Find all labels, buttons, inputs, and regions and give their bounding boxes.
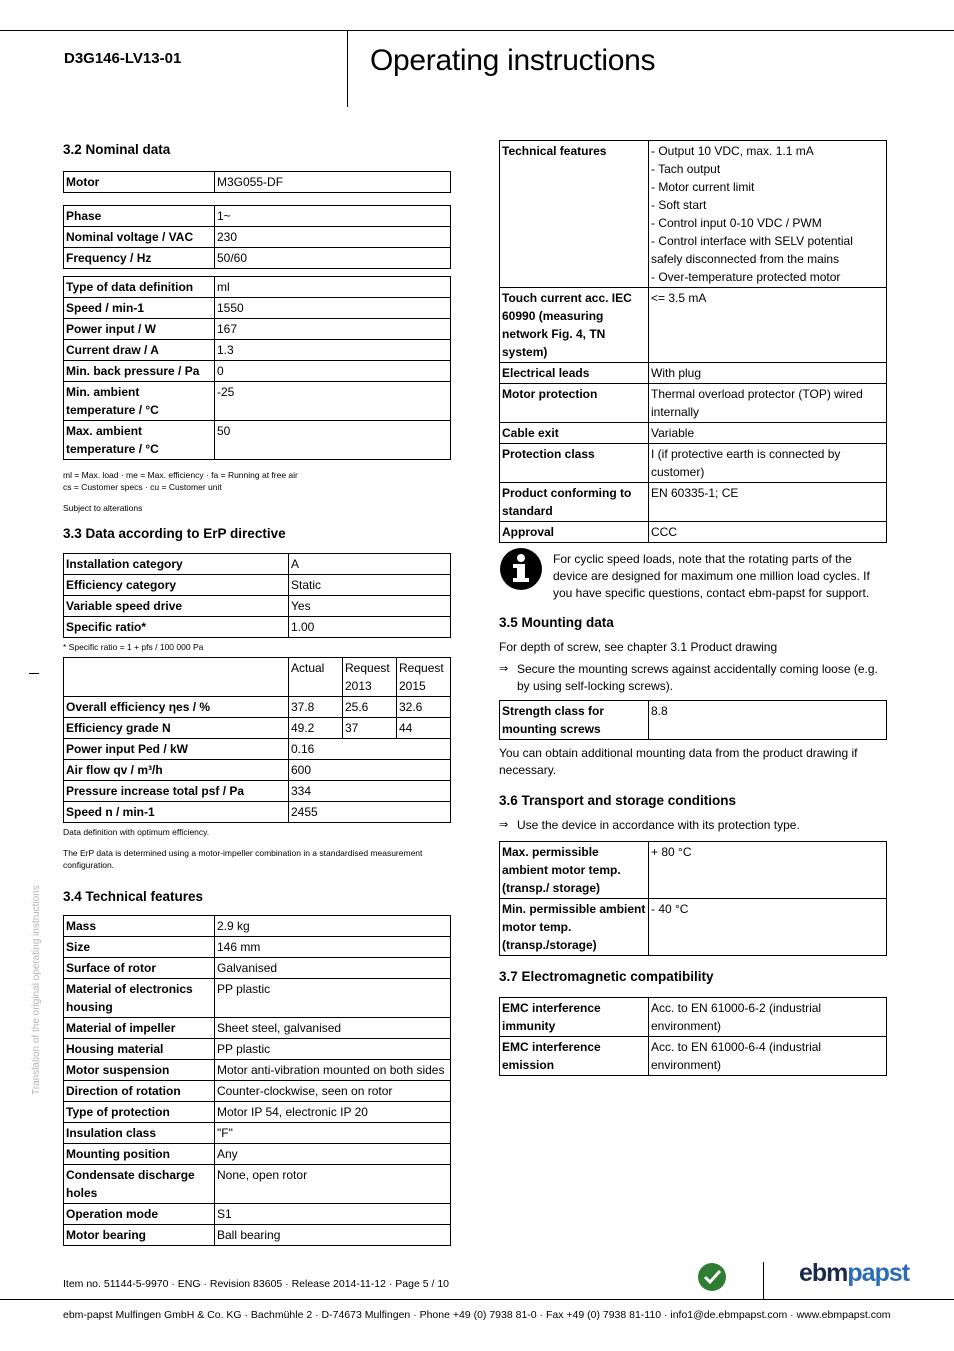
row-label: Power input Ped / kW — [64, 739, 289, 760]
row-label: Motor — [64, 172, 215, 193]
features-list — [649, 141, 887, 288]
arrow-icon: ⇒ — [499, 819, 509, 831]
table-row — [500, 288, 887, 363]
column-header-request-2013: Request 2013 — [343, 658, 397, 697]
feature-item: - Control interface with SELV potential safely disconnected from the mains — [651, 234, 853, 266]
table-row — [64, 1123, 451, 1144]
row-value: 146 mm — [215, 937, 451, 958]
row-label: Material of electronics housing — [64, 979, 215, 1018]
row-label: Mounting position — [64, 1144, 215, 1165]
table-row — [64, 206, 451, 227]
table-row — [64, 916, 451, 937]
feature-item: - Motor current limit — [651, 180, 755, 194]
page-title: Operating instructions — [370, 44, 656, 77]
row-value: 37 — [343, 718, 397, 739]
section-heading-emc: 3.7 Electromagnetic compatibility — [499, 969, 714, 984]
row-value: 8.8 — [649, 701, 887, 740]
table-row — [64, 248, 451, 269]
table-row — [64, 958, 451, 979]
table-row — [500, 423, 887, 444]
row-label: Specific ratio* — [64, 617, 289, 638]
table-row — [64, 1204, 451, 1225]
row-value: CCC — [649, 522, 887, 543]
company-address: ebm-papst Mulfingen GmbH & Co. KG · Bachmühle 2 · D-74673 Mulfingen · Phone +49 (0) 7938 81-0 · Fax +49 (0) 7938 81-110 · info1@de.ebmpapst.com · www.ebmpapst.com — [63, 1309, 891, 1321]
row-value: 230 — [215, 227, 451, 248]
row-value: Static — [289, 575, 451, 596]
margin-tick — [29, 673, 39, 674]
row-value: 37.8 — [289, 697, 343, 718]
row-value: EN 60335-1; CE — [649, 483, 887, 522]
row-value: ml — [215, 277, 451, 298]
table-row — [64, 1081, 451, 1102]
table-row — [64, 617, 451, 638]
row-value: 1550 — [215, 298, 451, 319]
table-row — [64, 1060, 451, 1081]
translation-note: Translation of the original operating instructions — [31, 885, 42, 1095]
row-label: Min. permissible ambient motor temp. (transp./storage) — [500, 899, 649, 956]
row-label: EMC interference emission — [500, 1037, 649, 1076]
row-value: <= 3.5 mA — [649, 288, 887, 363]
footer-rule — [0, 1299, 954, 1300]
table-row — [64, 1039, 451, 1060]
mounting-table — [499, 700, 887, 740]
row-value: Ball bearing — [215, 1225, 451, 1246]
info-box — [499, 551, 887, 602]
row-label: Overall efficiency ηes / % — [64, 697, 289, 718]
row-label: Frequency / Hz — [64, 248, 215, 269]
row-label: Product conforming to standard — [500, 483, 649, 522]
data-definition-note: Data definition with optimum efficiency. — [63, 827, 210, 837]
table-row — [500, 384, 887, 423]
row-label: Electrical leads — [500, 363, 649, 384]
motor-table — [63, 171, 451, 193]
row-value: 1.3 — [215, 340, 451, 361]
table-row — [64, 172, 451, 193]
row-value: 600 — [289, 760, 451, 781]
row-value: 2.9 kg — [215, 916, 451, 937]
row-value: 32.6 — [397, 697, 451, 718]
section-heading-mounting: 3.5 Mounting data — [499, 615, 614, 630]
section-heading-transport: 3.6 Transport and storage conditions — [499, 793, 737, 808]
row-value: Acc. to EN 61000-6-4 (industrial environment) — [649, 1037, 887, 1076]
row-value: With plug — [649, 363, 887, 384]
table-row — [64, 361, 451, 382]
row-label: Approval — [500, 522, 649, 543]
row-label: Phase — [64, 206, 215, 227]
table-row — [64, 697, 451, 718]
table-row — [500, 444, 887, 483]
row-value: 1~ — [215, 206, 451, 227]
arrow-icon: ⇒ — [499, 663, 509, 675]
table-row — [500, 363, 887, 384]
row-value: Motor IP 54, electronic IP 20 — [215, 1102, 451, 1123]
electrical-table — [63, 205, 451, 269]
table-row — [64, 596, 451, 617]
legend-note: cs = Customer specs · cu = Customer unit — [63, 482, 222, 492]
row-value: -25 — [215, 382, 451, 421]
row-value: 44 — [397, 718, 451, 739]
right-column — [499, 140, 887, 1076]
row-label: Condensate discharge holes — [64, 1165, 215, 1204]
footer-divider — [763, 1262, 764, 1299]
feature-item: - Soft start — [651, 198, 707, 212]
bullet-text: Use the device in accordance with its protection type. — [517, 818, 800, 832]
empty-cell — [64, 658, 289, 697]
row-label: Type of protection — [64, 1102, 215, 1123]
table-row — [64, 781, 451, 802]
table-row — [64, 340, 451, 361]
row-label: Efficiency grade N — [64, 718, 289, 739]
row-label: Protection class — [500, 444, 649, 483]
technical-features-table — [63, 915, 451, 1246]
table-row — [64, 1144, 451, 1165]
table-row — [64, 554, 451, 575]
row-label: Motor suspension — [64, 1060, 215, 1081]
row-value: - 40 °C — [649, 899, 887, 956]
table-row — [64, 298, 451, 319]
table-row — [64, 760, 451, 781]
row-value: 2455 — [289, 802, 451, 823]
table-row — [500, 522, 887, 543]
column-header-actual: Actual — [289, 658, 343, 697]
legend-note: ml = Max. load · me = Max. efficiency · fa = Running at free air — [63, 470, 298, 480]
mounting-intro: For depth of screw, see chapter 3.1 Product drawing — [499, 640, 778, 654]
row-value: 1.00 — [289, 617, 451, 638]
row-label: Insulation class — [64, 1123, 215, 1144]
row-label: Direction of rotation — [64, 1081, 215, 1102]
feature-item: - Output 10 VDC, max. 1.1 mA — [651, 144, 814, 158]
row-label: Pressure increase total psf / Pa — [64, 781, 289, 802]
row-label: Speed / min-1 — [64, 298, 215, 319]
row-value: Galvanised — [215, 958, 451, 979]
ebmpapst-logo: ebmpapst — [799, 1259, 910, 1287]
header-divider — [347, 30, 348, 107]
table-row — [500, 998, 887, 1037]
row-value: 0 — [215, 361, 451, 382]
row-label: Efficiency category — [64, 575, 289, 596]
left-column — [63, 142, 451, 1246]
feature-item: - Control input 0-10 VDC / PWM — [651, 216, 822, 230]
table-row — [64, 937, 451, 958]
row-value: 50 — [215, 421, 451, 460]
row-value: "F" — [215, 1123, 451, 1144]
feature-item: - Tach output — [651, 162, 721, 176]
row-value: Any — [215, 1144, 451, 1165]
row-label: Housing material — [64, 1039, 215, 1060]
row-label: EMC interference immunity — [500, 998, 649, 1037]
bullet-item — [499, 661, 887, 695]
row-label: Nominal voltage / VAC — [64, 227, 215, 248]
row-label: Min. ambient temperature / °C — [64, 382, 215, 421]
table-row — [64, 739, 451, 760]
section-heading-nominal: 3.2 Nominal data — [63, 142, 171, 157]
header-top-rule — [0, 30, 954, 31]
alterations-note: Subject to alterations — [63, 503, 143, 513]
table-row — [64, 277, 451, 298]
section-heading-technical: 3.4 Technical features — [63, 889, 204, 904]
table-row — [64, 802, 451, 823]
table-row — [64, 1165, 451, 1204]
row-value: Counter-clockwise, seen on rotor — [215, 1081, 451, 1102]
green-tech-logo — [697, 1262, 727, 1292]
table-row — [500, 483, 887, 522]
row-value: A — [289, 554, 451, 575]
technical-features-table-cont — [499, 140, 887, 543]
row-label: Operation mode — [64, 1204, 215, 1225]
row-label: Air flow qv / m³/h — [64, 760, 289, 781]
row-label: Surface of rotor — [64, 958, 215, 979]
row-value: 0.16 — [289, 739, 451, 760]
row-value: M3G055-DF — [215, 172, 451, 193]
table-row — [64, 382, 451, 421]
table-row — [64, 1018, 451, 1039]
table-row — [64, 1225, 451, 1246]
row-value: S1 — [215, 1204, 451, 1225]
row-value: PP plastic — [215, 979, 451, 1018]
section-heading-erp: 3.3 Data according to ErP directive — [63, 526, 286, 541]
row-value: 50/60 — [215, 248, 451, 269]
table-row — [500, 141, 887, 288]
table-row — [500, 701, 887, 740]
ratio-note: * Specific ratio = 1 + pfs / 100 000 Pa — [63, 642, 204, 652]
erp-category-table — [63, 553, 451, 638]
row-label: Technical features — [500, 141, 649, 288]
row-value: 167 — [215, 319, 451, 340]
row-label: Type of data definition — [64, 277, 215, 298]
erp-efficiency-table — [63, 657, 451, 823]
table-row — [500, 842, 887, 899]
info-text: For cyclic speed loads, note that the rotating parts of the device are designed for maximum one million load cycles. If you have specific questions, contact ebm-papst for support. — [553, 552, 870, 600]
feature-item: - Over-temperature protected motor — [651, 270, 841, 284]
row-value: 334 — [289, 781, 451, 802]
mounting-outro: You can obtain additional mounting data from the product drawing if necessary. — [499, 746, 858, 777]
row-label: Motor protection — [500, 384, 649, 423]
row-value: Sheet steel, galvanised — [215, 1018, 451, 1039]
row-label: Max. permissible ambient motor temp. (transp./ storage) — [500, 842, 649, 899]
row-value: Thermal overload protector (TOP) wired internally — [649, 384, 887, 423]
table-row — [64, 575, 451, 596]
table-row — [64, 421, 451, 460]
transport-table — [499, 841, 887, 956]
row-label: Power input / W — [64, 319, 215, 340]
row-value: 25.6 — [343, 697, 397, 718]
row-label: Min. back pressure / Pa — [64, 361, 215, 382]
row-label: Speed n / min-1 — [64, 802, 289, 823]
column-header-request-2015: Request 2015 — [397, 658, 451, 697]
table-row — [64, 979, 451, 1018]
emc-table — [499, 997, 887, 1076]
row-label: Motor bearing — [64, 1225, 215, 1246]
operating-data-table — [63, 276, 451, 460]
row-value: + 80 °C — [649, 842, 887, 899]
row-label: Installation category — [64, 554, 289, 575]
row-value: Variable — [649, 423, 887, 444]
table-row — [500, 1037, 887, 1076]
row-value: PP plastic — [215, 1039, 451, 1060]
table-header-row — [64, 658, 451, 697]
row-label: Mass — [64, 916, 215, 937]
item-number-line: Item no. 51144-5-9970 · ENG · Revision 83605 · Release 2014-11-12 · Page 5 / 10 — [63, 1278, 450, 1290]
row-label: Max. ambient temperature / °C — [64, 421, 215, 460]
row-label: Material of impeller — [64, 1018, 215, 1039]
erp-method-note: The ErP data is determined using a motor-impeller combination in a standardised measurement configuration. — [63, 848, 423, 870]
table-row — [64, 319, 451, 340]
row-value: None, open rotor — [215, 1165, 451, 1204]
row-label: Variable speed drive — [64, 596, 289, 617]
row-label: Strength class for mounting screws — [500, 701, 649, 740]
table-row — [64, 227, 451, 248]
row-label: Size — [64, 937, 215, 958]
row-label: Cable exit — [500, 423, 649, 444]
row-value: 49.2 — [289, 718, 343, 739]
info-icon — [499, 547, 543, 591]
row-value: Yes — [289, 596, 451, 617]
table-row — [64, 718, 451, 739]
row-label: Current draw / A — [64, 340, 215, 361]
bullet-text: Secure the mounting screws against accidentally coming loose (e.g. by using self-locking screws). — [517, 662, 878, 693]
table-row — [64, 1102, 451, 1123]
bullet-item — [499, 817, 887, 834]
row-value: Motor anti-vibration mounted on both sides — [215, 1060, 451, 1081]
product-code: D3G146-LV13-01 — [64, 50, 182, 67]
table-row — [500, 899, 887, 956]
row-value: Acc. to EN 61000-6-2 (industrial environment) — [649, 998, 887, 1037]
row-value: I (if protective earth is connected by customer) — [649, 444, 887, 483]
row-label: Touch current acc. IEC 60990 (measuring network Fig. 4, TN system) — [500, 288, 649, 363]
